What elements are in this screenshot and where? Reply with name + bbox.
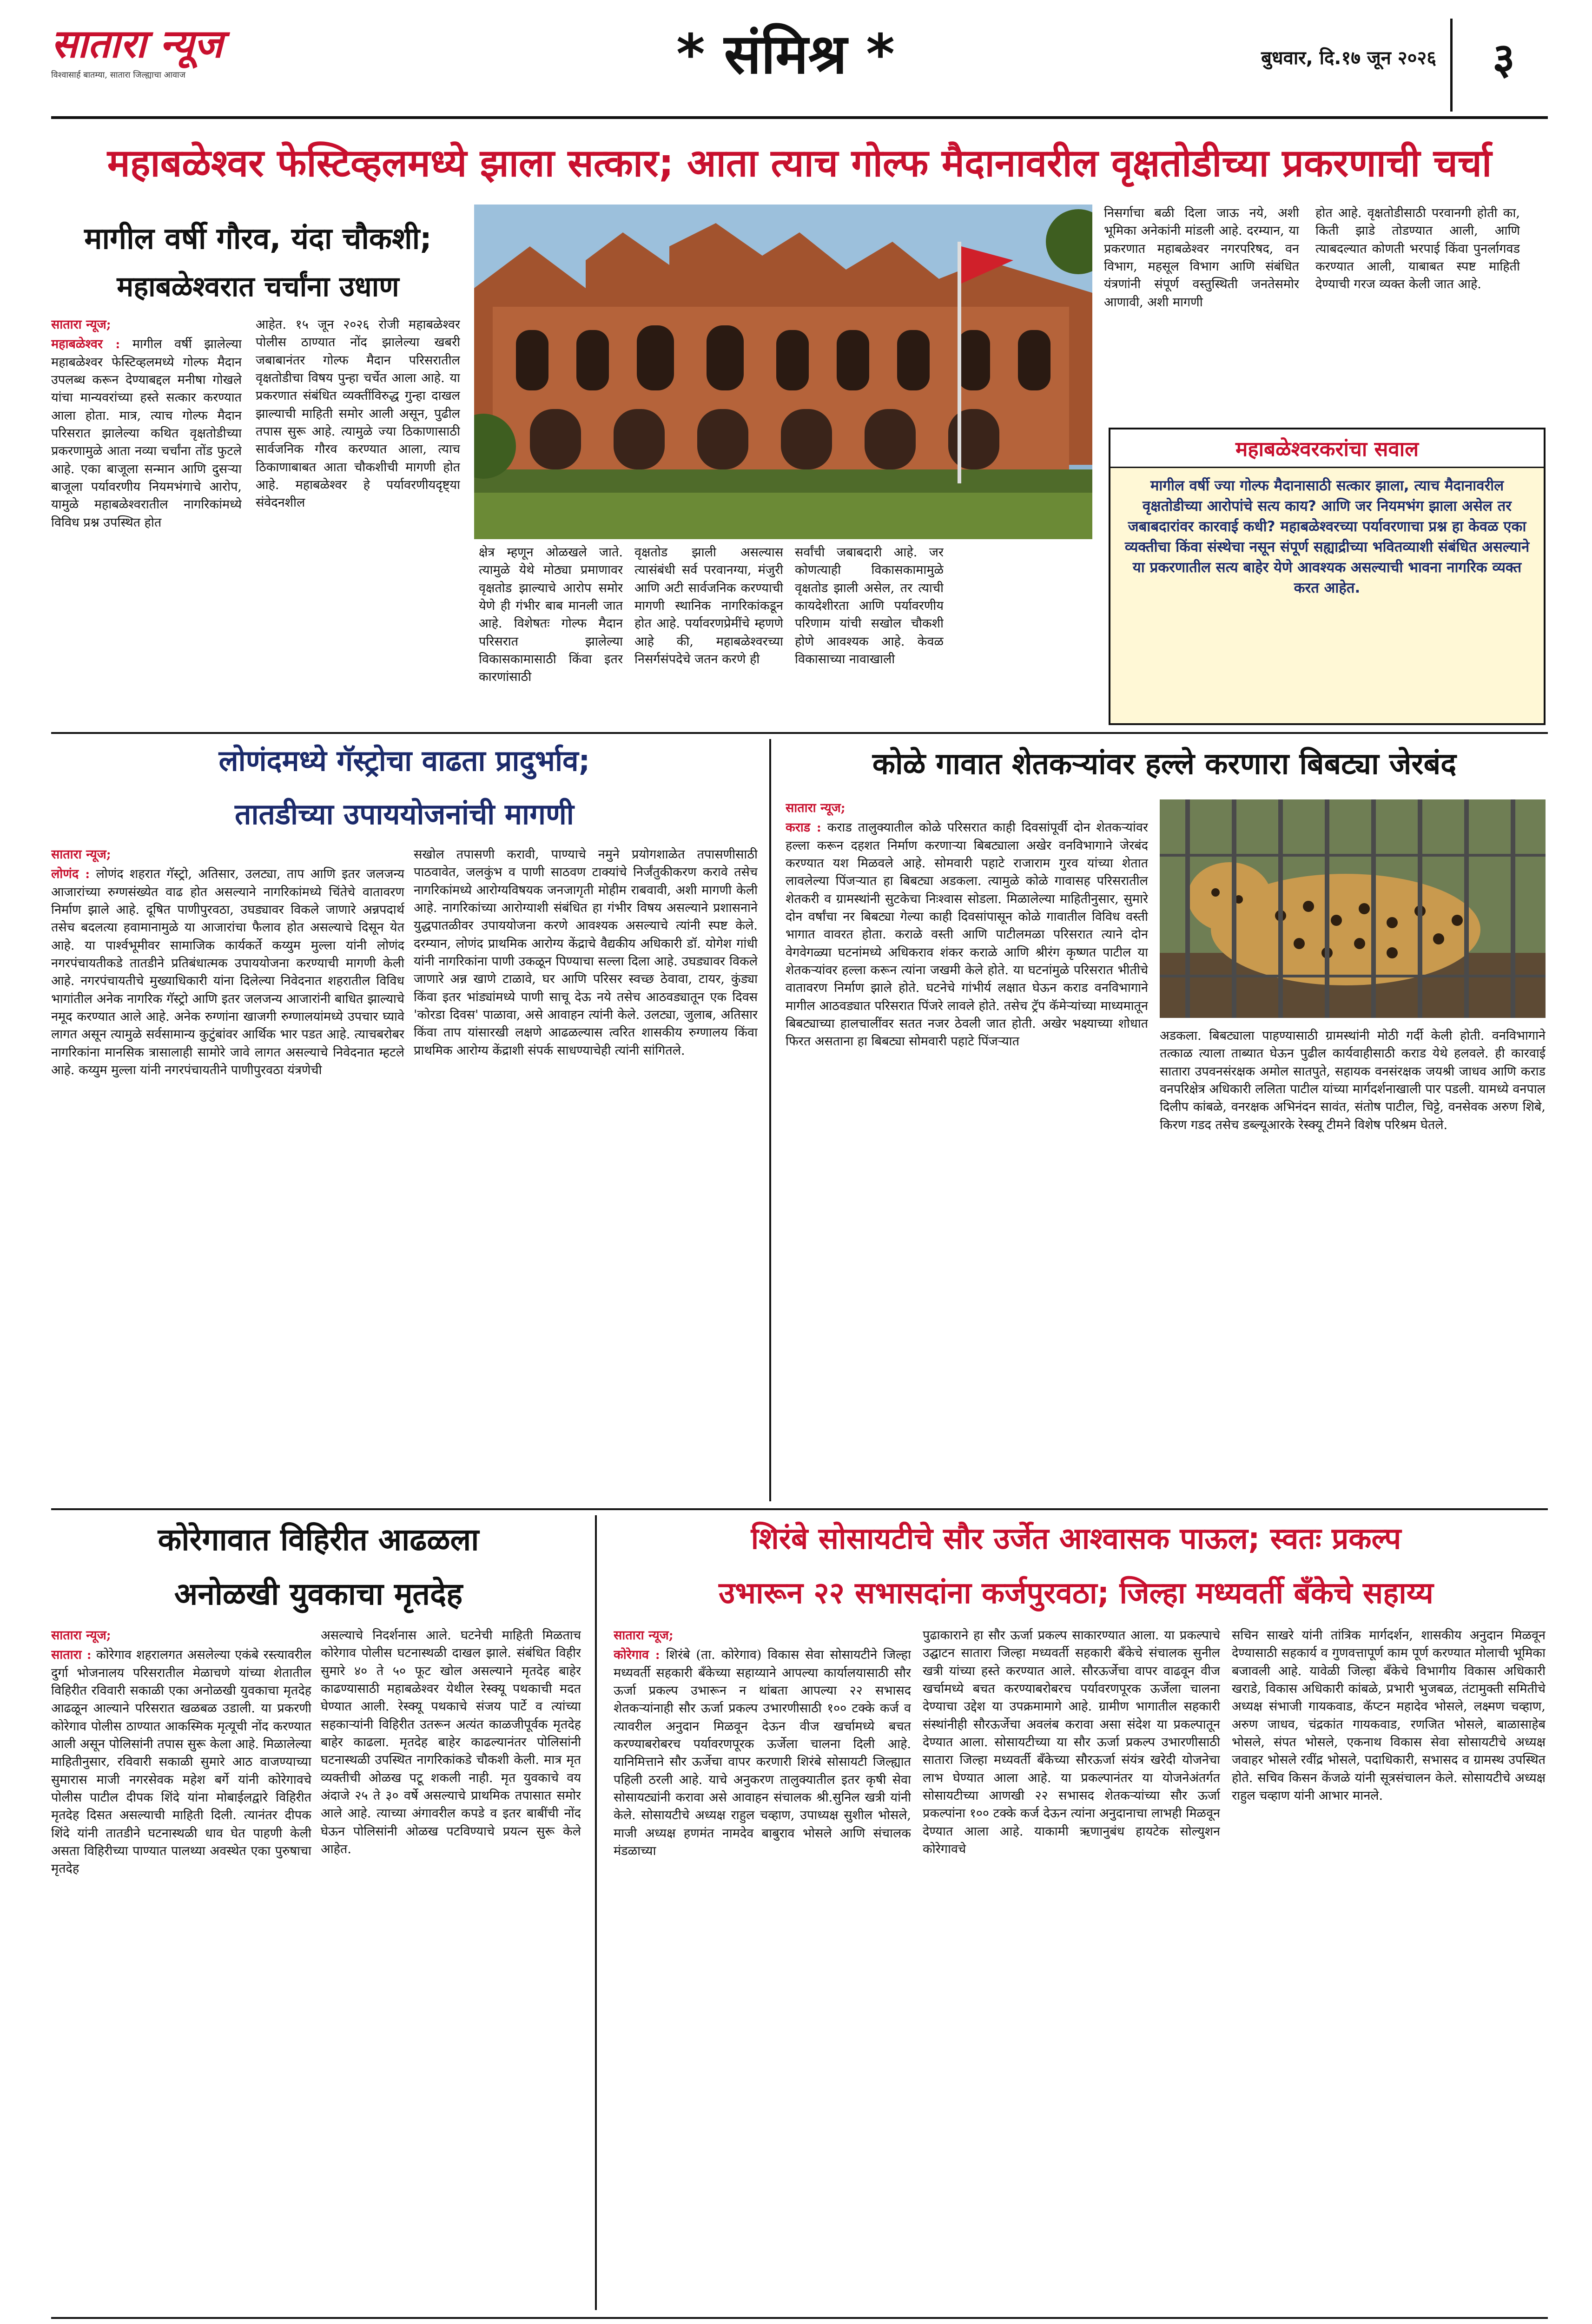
story1-subhead2: महाबळेश्वरात चर्चांना उधाण <box>117 271 399 303</box>
story1-box-text: मागील वर्षी ज्या गोल्फ मैदानासाठी सत्कार झाला, त्याच मैदानावरील वृक्षतोडीच्या आरोपांचे सत्य काय? आणि जर नियमभंग झाला असेल तर जबाबदारांवर कारवाई कधी? महाबळेश्वरच्या पर्यावरणाचा प्रश्न हा केवळ एका व्यक्तीचा किंवा संस्थेचा नसून संपूर्ण सह्याद्रीच्या भवितव्याशी संबंधित असल्याने या प्रकरणातील सत्य बाहेर येणे आवश्यक असल्याची भावना नागरिक व्यक्त करत आहेत. <box>1124 477 1530 597</box>
logo <box>51 19 270 107</box>
story3-col1 <box>786 799 1148 1492</box>
story2-body-1: लोणंद शहरात गॅस्ट्रो, अतिसार, उलट्या, ताप आणि इतर जलजन्य आजारांच्या रुग्णसंख्येत वाढ होत असल्याने नागरिकांमध्ये चिंतेचे वातावरण निर्माण झाले आहे. दूषित पाणीपुरवठा, उघड्यावर विकले जाणारे अन्नपदार्थ तसेच बदलत्या हवामानामुळे या आजारांचा फैलाव होत असल्याचे दिसून येत आहे. या पार्श्वभूमीवर सामाजिक कार्यकर्ते कय्युम मुल्ला यांनी लोणंद नगरपंचायतीकडे तातडीने प्रतिबंधात्मक उपाययोजना करण्याची मागणी केली आहे. नगरपंचायतीचे मुख्याधिकारी यांना दिलेल्या निवेदनात शहरातील विविध भागांतील अनेक नागरिक गॅस्ट्रो आणि इतर जलजन्य आजारांनी बाधित झाल्याचे नमूद करण्यात आले आहे. अनेक रुग्णांना खाजगी रुग्णालयांमध्ये उपचार घ्यावे लागत असून त्यामुळे सर्वसामान्य कुटुंबांवर आर्थिक भार पडत आहे. त्याचबरोबर नागरिकांना मानसिक त्रासालाही सामोरे जावे लागत असल्याचे निवेदनात म्हटले आहे. कय्युम मुल्ला यांनी नगरपंचायतीने पाणीपुरवठा यंत्रणेची <box>51 867 404 1077</box>
story1-body-3: क्षेत्र म्हणून ओळखले जाते. त्यामुळे येथे मोठ्या प्रमाणावर वृक्षतोड झाल्याचे आरोप समोर येणे ही गंभीर बाब मानली जात आहे. विशेषतः गोल्फ मैदान परिसरात झालेल्या विकासकामासाठी किंवा इतर कारणांसाठी <box>479 545 623 685</box>
story1-subhead1: मागील वर्षी गौरव, यंदा चौकशी; <box>84 222 432 256</box>
story3-headline: कोळे गावात शेतकऱ्यांवर हल्ले करणारा बिबट्या जेरबंद <box>872 747 1457 781</box>
story5-place: कोरेगाव : <box>614 1648 660 1663</box>
story1-body-4: वृक्षतोड झाली असल्यास त्यासंबंधी सर्व परवानग्या, मंजुरी आणि अटी सार्वजनिक करण्याची मागणी स्थानिक नागरिकांकडून होत आहे. पर्यावरणप्रेमींचे म्हणणे आहे की, महाबळेश्वरच्या निसर्गसंपदेचे जतन करणे ही <box>634 545 783 667</box>
issue-date: बुधवार, दि.१७ जून २०२६ <box>1261 47 1436 69</box>
story5-body-2: पुढाकाराने हा सौर ऊर्जा प्रकल्प साकारण्यात आला. या प्रकल्पाचे उद्घाटन सातारा जिल्हा मध्यवर्ती सहकारी बँकेचे संचालक सुनील खत्री यांच्या हस्ते करण्यात आले. सौरऊर्जेचा वापर वाढवून वीज खर्चामध्ये बचत करण्याबरोबरच पर्यावरणपूरक ऊर्जेला चालना देण्याचा उद्देश या उपक्रमामागे आहे. ग्रामीण भागातील सहकारी संस्थांनीही सौरऊर्जेचा अवलंब करावा असा संदेश या प्रकल्पातून देण्यात आला. सोसायटीच्या या सौर ऊर्जा प्रकल्प उभारणीसाठी सातारा जिल्हा मध्यवर्ती बँकेच्या सौरऊर्जा संयंत्र खरेदी योजनेचा लाभ घेण्यात आला आहे. या प्रकल्पानंतर या योजनेअंतर्गत सोसायटीच्या आणखी २२ सभासद शेतकऱ्यांच्या सौर ऊर्जा प्रकल्पांना १०० टक्के कर्ज देऊन त्यांना अनुदानाचा लाभही मिळवून देण्यात आला आहे. याकामी ऋणानुबंध हायटेक सोल्युशन कोरेगावचे <box>923 1628 1220 1856</box>
story1-body-5: सर्वांची जबाबदारी आहे. जर कोणत्याही विकासकामामुळे वृक्षतोड झाली असेल, तर त्याची कायदेशीरता आणि पर्यावरणीय परिणाम यांची सखोल चौकशी होणे आवश्यक आहे. केवळ विकासाच्या नावाखाली <box>795 545 944 667</box>
story3-col2 <box>1160 1027 1546 1492</box>
story5-headline2: उभारून २२ सभासदांना कर्जपुरवठा; जिल्हा मध्यवर्ती बँकेचे सहाय्य <box>719 1576 1433 1611</box>
masthead <box>51 19 1548 121</box>
page-number: ३ <box>1493 34 1515 84</box>
story1-box-title: महाबळेश्वरकरांचा सवाल <box>1110 429 1544 468</box>
story4-headline1: कोरेगावात विहिरीत आढळला <box>158 1522 479 1558</box>
story2-story3-divider <box>769 739 771 1501</box>
logo-text: सातारा न्यूज <box>51 21 223 66</box>
story1-sidebar-box <box>1109 428 1546 725</box>
story4-col1 <box>51 1627 311 2305</box>
section-title: * संमिश्र * <box>676 22 895 86</box>
story5-headline1: शिरंबे सोसायटीचे सौर उर्जेत आश्वासक पाऊल; स्वतः प्रकल्प <box>751 1522 1401 1556</box>
story1-body-1: मागील वर्षी झालेल्या महाबळेश्वर फेस्टिव्हलमध्ये गोल्फ मैदान उपलब्ध करून देण्याबद्दल मनीषा गोखले यांचा मान्यवरांच्या हस्ते सत्कार करण्यात आला होता. मात्र, त्याच गोल्फ मैदान परिसरात झालेल्या कथित वृक्षतोडीच्या प्रकरणामुळे आता नव्या चर्चांना तोंड फुटले आहे. एका बाजूला सन्मान आणि दुसऱ्या बाजूला पर्यावरणीय नियमभंगाचे आरोप, यामुळे महाबळेश्वरातील नागरिकांमध्ये विविध प्रश्न उपस्थित होत <box>51 337 242 530</box>
story1-headline: महाबळेश्वर फेस्टिव्हलमध्ये झाला सत्कार; आता त्याच गोल्फ मैदानावरील वृक्षतोडीच्या प्रकरणाची चर्चा <box>107 141 1492 185</box>
story5-byline: सातारा न्यूज; <box>614 1628 674 1643</box>
story4-place: सातारा : <box>51 1648 92 1663</box>
story1-col1 <box>51 316 242 716</box>
story5-col3 <box>1232 1627 1546 2305</box>
story2-body-2: सखोल तपासणी करावी, पाण्याचे नमुने प्रयोगशाळेत तपासणीसाठी पाठवावेत, जलकुंभ व पाणी साठवण टाक्यांचे निर्जंतुकीकरण करावे तसेच नागरिकांमध्ये आरोग्यविषयक जनजागृती मोहीम राबवावी, अशी मागणी केली आहे. नागरिकांच्या आरोग्याशी संबंधित हा गंभीर विषय असल्याने प्रशासनाने युद्धपातळीवर उपाययोजना करणे आवश्यक असल्याचे त्यांनी स्पष्ट केले. दरम्यान, लोणंद प्राथमिक आरोग्य केंद्राचे वैद्यकीय अधिकारी डॉ. योगेश गांधी यांनी नागरिकांना पाणी उकळून पिण्याचा सल्ला दिला आहे. उघड्यावर विकले जाणारे अन्न खाणे टाळावे, घर आणि परिसर स्वच्छ ठेवावा, टायर, कुंड्या किंवा इतर भांड्यांमध्ये पाणी साचू देऊ नये तसेच आठवड्यातून एक दिवस 'कोरडा दिवस' पाळावा, असे आवाहन त्यांनी केले. उलट्या, जुलाब, अतिसार किंवा ताप यांसारखी लक्षणे आढळल्यास त्वरित शासकीय रुग्णालय किंवा प्राथमिक आरोग्य केंद्राशी संपर्क साधण्याचेही त्यांनी सांगितले. <box>414 847 758 1058</box>
story1-col7 <box>1315 205 1520 437</box>
story1-col3 <box>479 544 623 716</box>
story3-place: कराड : <box>786 820 821 835</box>
story2-headline2: तातडीच्या उपाययोजनांची मागणी <box>235 797 574 831</box>
story4-byline: सातारा न्यूज; <box>51 1628 111 1643</box>
logo-tagline: विश्वासार्ह बातम्या, सातारा जिल्ह्याचा आवाज <box>51 70 186 80</box>
story4-headline2: अनोळखी युवकाचा मृतदेह <box>174 1576 463 1612</box>
story2-headline1: लोणंदमध्ये गॅस्ट्रोचा वाढता प्रादुर्भाव; <box>218 744 590 778</box>
story1-col4 <box>634 544 783 716</box>
story4-story5-divider <box>595 1515 597 2310</box>
story1-col2 <box>256 316 460 716</box>
story1-photo <box>474 205 1092 539</box>
story5-body-1: शिरंबे (ता. कोरेगाव) विकास सेवा सोसायटीने जिल्हा मध्यवर्ती सहकारी बँकेच्या सहाय्याने आपल्या कार्यालयासाठी सौर ऊर्जा प्रकल्प उभारून न थांबता आपल्या २२ सभासद शेतकऱ्यांनाही सौर ऊर्जा प्रकल्प उभारणीसाठी १०० टक्के कर्ज व त्यावरील अनुदान मिळवून देऊन वीज खर्चामध्ये बचत करण्याबरोबरच पर्यावरणपूरक ऊर्जेला चालना दिली आहे. यानिमित्ताने सौर ऊर्जेचा वापर करणारी शिरंबे सोसायटी जिल्ह्यात पहिली ठरली आहे. याचे अनुकरण तालुक्यातील इतर कृषी सेवा सोसायट्यांनी करावा असे आवाहन संचालक श्री.सुनिल खत्री यांनी केले. सोसायटीचे अध्यक्ष राहुल चव्हाण, उपाध्यक्ष सुशील भोसले, माजी अध्यक्ष हणमंत नामदेव बाबुराव भोसले आणि संचालक मंडळाच्या <box>614 1648 911 1858</box>
story3-body-1: कराड तालुक्यातील कोळे परिसरात काही दिवसांपूर्वी दोन शेतकऱ्यांवर हल्ला करून दहशत निर्माण करणाऱ्या बिबट्याला अखेर वनविभागाने जेरबंद करण्यात यश मिळवले आहे. सोमवारी पहाटे राजाराम गुरव यांच्या शेतात लावलेल्या पिंजऱ्यात हा बिबट्या अडकला. त्यामुळे कोळे गावासह परिसरातील शेतकरी व ग्रामस्थांनी सुटकेचा निःश्वास सोडला. मिळालेल्या माहितीनुसार, सुमारे दोन वर्षांचा नर बिबट्या गेल्या काही दिवसांपासून कोळे गावातील विविध वस्ती भागात वावरत होता. कराळे वस्ती आणि पाटीलमळा परिसरात त्याने दोन वेगवेगळ्या घटनांमध्ये अधिकराव शंकर कराळे आणि श्रीरंग कृष्णत पाटील या शेतकऱ्यांवर हल्ला करून त्यांना जखमी केले होते. या घटनांमुळे परिसरात भीतीचे वातावरण निर्माण झाले होते. घटनेचे गांभीर्य लक्षात घेऊन कराड वनविभागाने मागील आठवड्यात परिसरात पिंजरे लावले होते. तसेच ट्रॅप कॅमेऱ्यांच्या माध्यमातून बिबट्याच्या हालचालींवर सतत नजर ठेवली जात होती. अखेर भक्ष्याच्या शोधात फिरत असताना हा बिबट्या सोमवारी पहाटे पिंजऱ्यात <box>786 820 1148 1049</box>
story5-col1 <box>614 1627 911 2305</box>
heritage-building-illustration <box>474 205 1092 539</box>
story3-byline: सातारा न्यूज; <box>786 801 846 815</box>
story4-body-2: असल्याचे निदर्शनास आले. घटनेची माहिती मिळताच कोरेगाव पोलीस घटनास्थळी दाखल झाले. संबंधित विहीर सुमारे ४० ते ५० फूट खोल असल्याने मृतदेह बाहेर काढण्यासाठी महाबळेश्वर येथील रेस्क्यू पथकाची मदत घेण्यात आली. रेस्क्यू पथकाचे संजय पार्टे व त्यांच्या सहकाऱ्यांनी विहिरीत उतरून अत्यंत काळजीपूर्वक मृतदेह बाहेर काढला. मृतदेह बाहेर काढल्यानंतर पोलिसांनी घटनास्थळी उपस्थित नागरिकांकडे चौकशी केली. मात्र मृत व्यक्तीची ओळख पटू शकली नाही. मृत युवकाचे वय अंदाजे २५ ते ३० वर्षे असल्याचे प्राथमिक तपासात समोर आले आहे. त्याच्या अंगावरील कपडे व इतर बाबींची नोंद घेऊन पोलिसांनी ओळख पटविण्याचे प्रयत्न सुरू केले आहेत. <box>321 1628 581 1856</box>
row2-rule <box>51 1508 1548 1510</box>
masthead-divider-v <box>1450 19 1453 112</box>
story1-body-6: निसर्गाचा बळी दिला जाऊ नये, अशी भूमिका अनेकांनी मांडली आहे. दरम्यान, या प्रकरणात महाबळेश्वर नगरपरिषद, वन विभाग, महसूल विभाग आणि संबंधित यंत्रणांनी संपूर्ण वस्तुस्थिती जनतेसमोर आणावी, अशी मागणी <box>1104 206 1299 310</box>
story5-body-3: सचिन साखरे यांनी तांत्रिक मार्गदर्शन, शासकीय अनुदान मिळवून देण्यासाठी सहकार्य व गुणवत्तापूर्ण काम पूर्ण करण्यात मोलाची भूमिका बजावली आहे. यावेळी जिल्हा बँकेचे विभागीय विकास अधिकारी खराडे, विकास अधिकारी कांबळे, प्रभारी भुजबळ, तंटामुक्ती समितीचे अध्यक्ष संभाजी गायकवाड, कॅप्टन महादेव भोसले, लक्ष्मण चव्हाण, अरुण जाधव, चंद्रकांत गायकवाड, रणजित भोसले, बाळासाहेब भोसले, संपत भोसले, एकनाथ विकास सेवा सोसायटीचे अध्यक्ष जवाहर भोसले रवींद्र भोसले, पदाधिकारी, सभासद व ग्रामस्थ उपस्थित होते. सचिव किसन केंजळे यांनी सूत्रसंचालन केले. सोसायटीचे अध्यक्ष राहुल चव्हाण यांनी आभार मानले. <box>1232 1628 1546 1803</box>
story3-body-2: अडकला. बिबट्याला पाहण्यासाठी ग्रामस्थांनी मोठी गर्दी केली होती. वनविभागाने तत्काळ त्याला ताब्यात घेऊन पुढील कार्यवाहीसाठी कराड येथे हलवले. ही कारवाई सातारा उपवनसंरक्षक अमोल सातपुते, सहायक वनसंरक्षक जयश्री जाधव आणि कराड वनपरिक्षेत्र अधिकारी ललिता पाटील यांच्या मार्गदर्शनाखाली पार पडली. यामध्ये वनपाल दिलीप कांबळे, वनरक्षक अभिनंदन सावंत, संतोष पाटील, चिट्टे, वनसेवक अरुण शिबे, किरण गडद तसेच डब्ल्यूआरके रेस्क्यू टीमने विशेष परिश्रम घेतले. <box>1160 1029 1546 1132</box>
story5-col2 <box>923 1627 1220 2305</box>
story1-body-2: आहेत. १५ जून २०२६ रोजी महाबळेश्वर पोलीस ठाण्यात नोंद झालेल्या खबरी जबाबानंतर गोल्फ मैदान परिसरातील वृक्षतोडीचा विषय पुन्हा चर्चेत आला आहे. या प्रकरणात संबंधित व्यक्तींविरुद्ध गुन्हा दाखल झाल्याची माहिती समोर आली असून, पुढील तपास सुरू आहे. त्यामुळे ज्या ठिकाणासाठी सार्वजनिक गौरव करण्यात आला, त्याच ठिकाणाबाबत आता चौकशीची मागणी होत आहे. महाबळेश्वर हे पर्यावरणीयदृष्ट्या संवेदनशील <box>256 317 460 510</box>
story6-headline <box>51 2322 1548 2324</box>
story1-col6 <box>1104 205 1299 437</box>
story3-photo <box>1160 799 1546 1018</box>
story2-col2 <box>414 846 758 1497</box>
story2-byline: सातारा न्यूज; <box>51 847 111 862</box>
story1-body-7: होत आहे. वृक्षतोडीसाठी परवानगी होती का, किती झाडे तोडण्यात आली, आणि त्याबदल्यात कोणती भरपाई किंवा पुनर्लागवड करण्यात आली, याबाबत स्पष्ट माहिती देण्याची गरज व्यक्त केली जात आहे. <box>1315 206 1520 292</box>
story1-col5 <box>795 544 944 716</box>
story2-place: लोणंद : <box>51 867 90 882</box>
story1-place: महाबळेश्वर : <box>51 337 120 352</box>
leopard-in-cage-illustration <box>1160 799 1546 1018</box>
story4-body-1: कोरेगाव शहरालगत असलेल्या एकंबे रस्त्यावरील दुर्गा भोजनालय परिसरातील मेळाचणे यांच्या शेतातील विहिरीत रविवारी सकाळी एका अनोळखी युवकाचा मृतदेह आढळून आल्याने परिसरात खळबळ उडाली. या प्रकरणी कोरेगाव पोलीस ठाण्यात आकस्मिक मृत्यूची नोंद करण्यात आली असून पोलिसांनी तपास सुरू केला आहे. मिळालेल्या माहितीनुसार, रविवारी सकाळी सुमारे आठ वाजण्याच्या सुमारास माजी नगरसेवक महेश बर्गे यांनी कोरेगावचे पोलीस पाटील दीपक शिंदे यांना मोबाईलद्वारे विहिरीत मृतदेह दिसत असल्याची माहिती दिली. त्यानंतर दीपक शिंदे यांनी तातडीने घटनास्थळी धाव घेत पाहणी केली असता विहिरीच्या पाण्यात पालथ्या अवस्थेत एका पुरुषाचा मृतदेह <box>51 1648 311 1876</box>
story1-byline: सातारा न्यूज; <box>51 317 111 332</box>
story4-col2 <box>321 1627 581 2305</box>
masthead-rule <box>51 116 1548 119</box>
row1-rule <box>51 732 1548 734</box>
row3-rule <box>51 2317 1548 2319</box>
story2-col1 <box>51 846 404 1497</box>
